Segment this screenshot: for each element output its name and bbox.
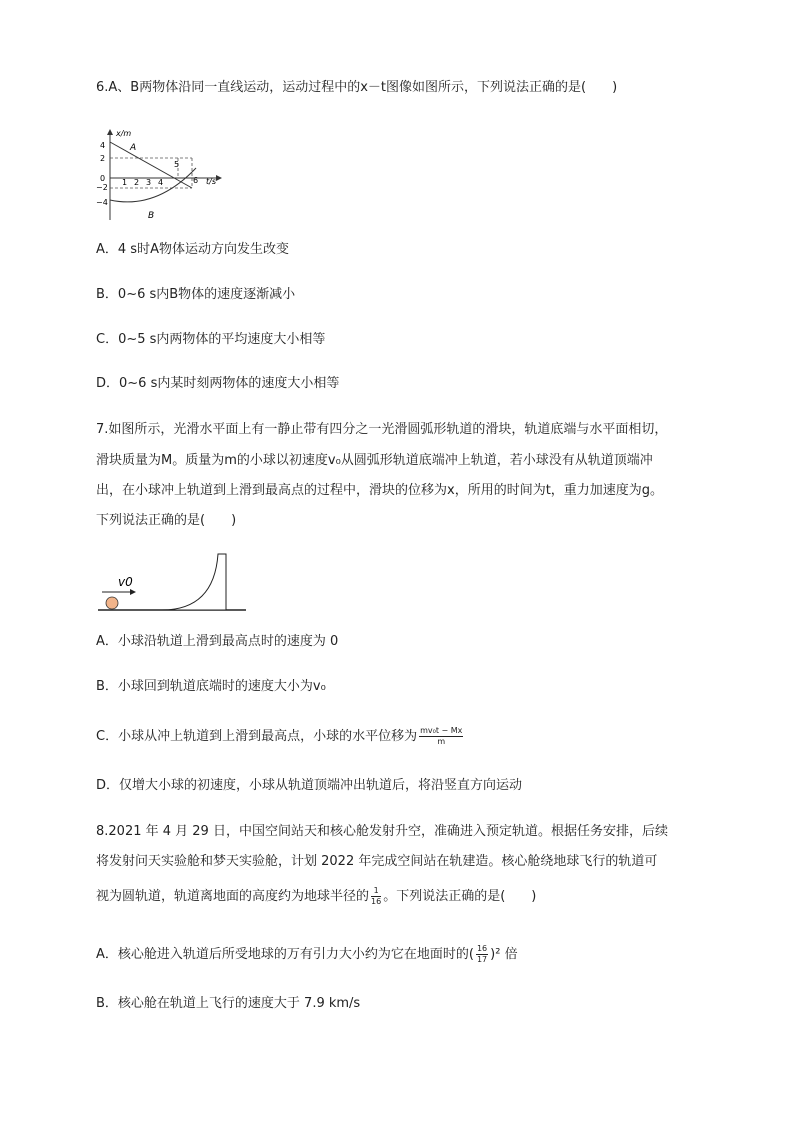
q8-stem-line1: 8.2021 年 4 月 29 日，中国空间站天和核心舱发射升空，准确进入预定轨道。根据任务安排，后续 [96, 824, 668, 839]
q7-stem-line2: 滑块质量为M。质量为m的小球以初速度v₀从圆弧形轨道底端冲上轨道，若小球没有从轨道顶端冲 [96, 453, 653, 468]
label-a: A [130, 143, 137, 153]
q7-option-c-text: C．小球从冲上轨道到上滑到最高点，小球的水平位移为 [96, 729, 418, 744]
q8-stem-line2: 将发射问天实验舱和梦天实验舱，计划 2022 年完成空间站在轨建造。核心舱绕地球飞行的轨道可 [96, 854, 658, 869]
q6-option-b: B．0~6 s内B物体的速度逐渐减小 [96, 287, 296, 302]
q7-stem-line4: 下列说法正确的是( ) [96, 513, 237, 528]
x-tick-5: 5 [174, 160, 180, 169]
q6-option-d: D．0~6 s内某时刻两物体的速度大小相等 [96, 376, 340, 391]
q6-option-c: C．0~5 s内两物体的平均速度大小相等 [96, 332, 326, 347]
x-axis-label: t/s [206, 177, 216, 186]
q8-option-a: A．核心舱进入轨道后所受地球的万有引力大小约为它在地面时的( $\frac{16}{17}$ )² 倍 [96, 944, 518, 964]
x-tick-6: 6 [193, 176, 199, 185]
q7-option-d: D．仅增大小球的初速度，小球从轨道顶端冲出轨道后，将沿竖直方向运动 [96, 778, 523, 793]
q6-xt-graph [96, 126, 236, 226]
q6-option-a: A．4 s时A物体运动方向发生改变 [96, 242, 289, 257]
q8-fraction-1-16: $\frac{1}{16}$ [371, 886, 382, 906]
y-tick-4: 4 [100, 141, 106, 150]
q7-option-a: A．小球沿轨道上滑到最高点时的速度为 0 [96, 634, 339, 649]
ball [106, 597, 118, 609]
q7-option-c-fraction: $\frac{\text{mv₀t − Mx}}{m}$ [420, 726, 463, 746]
q6-stem: 6.A、B两物体沿同一直线运动，运动过程中的x－t图像如图所示，下列说法正确的是( ) [96, 80, 618, 95]
x-axis-arrow [216, 175, 222, 181]
y-axis-label: x/m [116, 129, 132, 138]
velocity-label: v0 [118, 575, 133, 589]
q8-fraction-16-17: $\frac{16}{17}$ [476, 944, 488, 964]
q7-option-c [96, 726, 465, 747]
label-b: B [148, 211, 155, 221]
x-tick-4: 4 [158, 178, 164, 187]
q7-track-figure [96, 548, 256, 618]
x-tick-3: 3 [146, 178, 152, 187]
y-tick-neg4: −4 [96, 198, 108, 207]
q8-option-b: B．核心舱在轨道上飞行的速度大于 7.9 km/s [96, 996, 361, 1011]
q8-stem-line3: 视为圆轨道，轨道离地面的高度约为地球半径的 $\frac{1}{16}$ 。下列说法正确的是( ) [96, 886, 537, 906]
x-tick-1: 1 [122, 178, 128, 187]
y-axis-arrow [107, 129, 113, 135]
q7-stem-line1: 7.如图所示，光滑水平面上有一静止带有四分之一光滑圆弧形轨道的滑块，轨道底端与水平面相切， [96, 422, 668, 437]
y-tick-neg2: −2 [96, 183, 108, 192]
x-tick-2: 2 [134, 178, 140, 187]
y-tick-2: 2 [100, 154, 106, 163]
q7-stem-line3: 出，在小球冲上轨道到上滑到最高点的过程中，滑块的位移为x，所用的时间为t，重力加速度为g。 [96, 483, 664, 498]
q7-option-b: B．小球回到轨道底端时的速度大小为v₀ [96, 679, 326, 694]
y-tick-0: 0 [100, 174, 106, 183]
slider-block [162, 554, 226, 610]
